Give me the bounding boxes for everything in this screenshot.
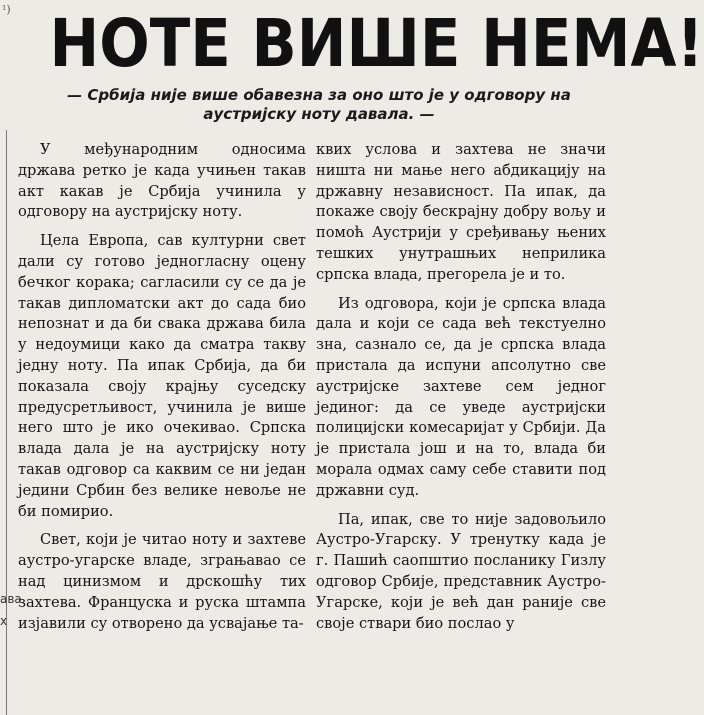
paragraph-austria: Па, ипак, све то није задовољило Аустро-Угарску. У тренутку када је г. Пашић саопштио посланику Гизлу одговор Србије, представник Аустро-Угарске, који је већ дан раније све своје ствари био послао у bbox=[316, 510, 606, 632]
article-column-left bbox=[18, 140, 306, 634]
margin-mark-2: х bbox=[0, 614, 8, 628]
paragraph-europe: Цела Европа, сав културни свет дали су готово једногласну оцену бечког корака; сагласили су се да је такав дипломатски акт до сада био непознат и да би свака држава била у недоумици како да сматра такву једну ноту. Па ипак Србија, да би показала своју крајњу суседску предусретљивост, учинила је више него што је ико очекивао. Српска влада дала је на аустријску ноту такав одговор са каквим се ни један једини Србин без велике невоље не би помирио. bbox=[18, 232, 306, 520]
paragraph-reply: Из одговора, који је српска влада дала и који се сада већ текстуелно зна, сазнало се, да је српска влада пристала да испуни апсолутно све аустријске захтеве сем једног јединог: да се уведе аустријски полицијски комесаријат у Србији. Да је пристала још и на то, влада би морала одмах саму себе ставити под државни суд. bbox=[316, 294, 606, 499]
paragraph-world: Свет, који је читао ноту и захтеве аустро-угарске владе, зграњавао се над цинизмом и дрскошћу тих захтева. Француска и руска штампа изјавили су отворено да усвајање та- bbox=[18, 531, 306, 632]
subheadline: — Србија није више обавезна за оно што је у одговору на аустријску ноту давала. — bbox=[67, 86, 571, 123]
article-column-right bbox=[316, 140, 606, 634]
page-edge-mark: ¹) bbox=[2, 3, 11, 16]
margin-mark-1: ава bbox=[0, 592, 22, 606]
headline: НОТЕ ВИШЕ НЕМА! bbox=[49, 5, 704, 82]
paragraph-intro: У међународним односима држава ретко је када учињен такав акт какав је Србија учинила у одговору на аустријску ноту. bbox=[18, 141, 306, 221]
paragraph-continued: квих услова и захтева не значи ништа ни мање него абдикацију на државну независност. Па ипак, да покаже своју бескрајну добру вољу и помоћ Аустрији у сређивању њених тешких унутрашњих неприлика српска влада, прегорела је и то. bbox=[316, 141, 606, 283]
